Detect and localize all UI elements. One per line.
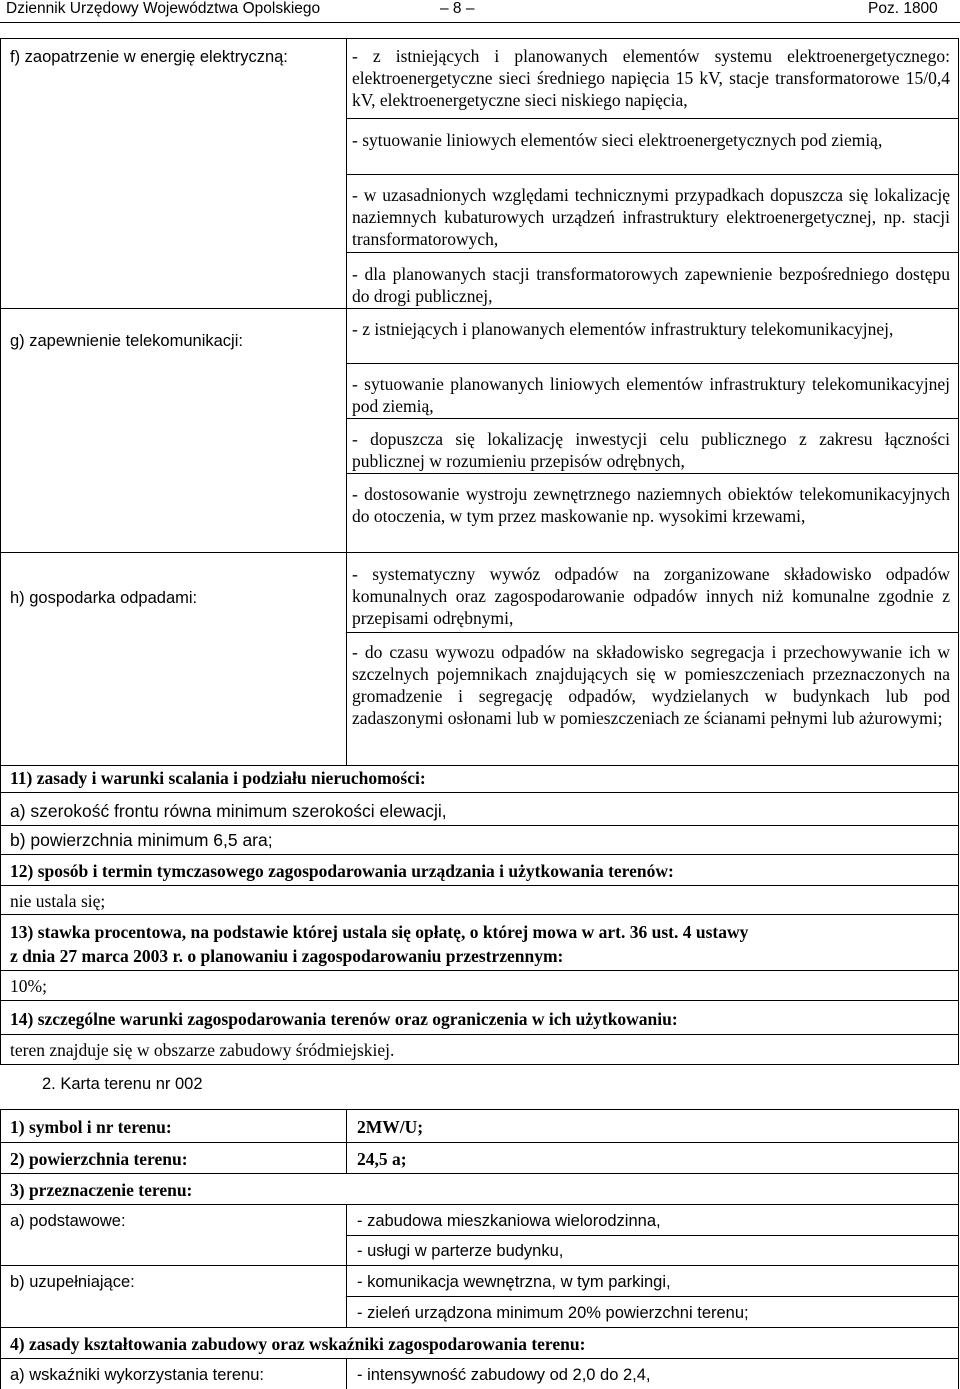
table2-top-border bbox=[0, 1109, 958, 1110]
header-rule bbox=[0, 22, 960, 23]
row-divider bbox=[0, 1173, 958, 1174]
row-divider bbox=[0, 1204, 958, 1205]
karta-title: 2. Karta terenu nr 002 bbox=[42, 1075, 203, 1093]
energy-item-1: - z istniejących i planowanych elementów systemu elektroenergetycznego: elektroenergetyczne sieci średniego napięcia 15 kV, stacje transformatorowe 15/0,4 kV, elektroenergetyczne sieci niskiego napięcia, bbox=[352, 46, 950, 110]
karta-rules-heading: 4) zasady kształtowania zabudowy oraz wskaźniki zagospodarowania terenu: bbox=[10, 1334, 586, 1354]
karta-basic-item-1: - zabudowa mieszkaniowa wielorodzinna, bbox=[357, 1212, 661, 1230]
row-divider bbox=[0, 1265, 958, 1266]
telecom-item-1: - z istniejących i planowanych elementów infrastruktury telekomunikacyjnej, bbox=[352, 319, 894, 339]
row-divider bbox=[0, 308, 958, 309]
telecom-item-4: - dostosowanie wystroju zewnętrznego naziemnych obiektów telekomunikacyjnych do otoczenia, w tym przez maskowanie np. wysokimi krzewami, bbox=[352, 484, 950, 526]
label-waste: h) gospodarka odpadami: bbox=[10, 589, 198, 607]
column-divider bbox=[346, 38, 347, 765]
row-divider bbox=[0, 970, 958, 971]
karta-symbol-label: 1) symbol i nr terenu: bbox=[10, 1117, 172, 1137]
row-divider bbox=[0, 1034, 958, 1035]
row-divider bbox=[347, 252, 958, 253]
telecom-item-3: - dopuszcza się lokalizację inwestycji celu publicznego z zakresu łączności publicznej w rozumieniu przepisów odrębnych, bbox=[352, 429, 950, 471]
column-divider bbox=[346, 1358, 347, 1389]
row-divider bbox=[347, 1296, 958, 1297]
karta-symbol-value: 2MW/U; bbox=[357, 1117, 424, 1137]
karta-indicators-label: a) wskaźniki wykorzystania terenu: bbox=[10, 1366, 265, 1384]
section-12-heading: 12) sposób i termin tymczasowego zagospodarowania urządzania i użytkowania terenów: bbox=[10, 861, 674, 881]
row-divider bbox=[347, 363, 958, 364]
row-divider bbox=[0, 1000, 958, 1001]
page-header bbox=[0, 0, 960, 24]
karta-supplementary-item-1: - komunikacja wewnętrzna, w tym parkingi, bbox=[357, 1273, 671, 1291]
energy-item-2: - sytuowanie liniowych elementów sieci elektroenergetycznych pod ziemią, bbox=[352, 130, 883, 150]
row-divider bbox=[0, 792, 958, 793]
column-divider bbox=[346, 1204, 347, 1327]
row-divider bbox=[0, 854, 958, 855]
karta-area-value: 24,5 a; bbox=[357, 1149, 407, 1169]
section-13-text: 10%; bbox=[10, 976, 47, 996]
telecom-item-2: - sytuowanie planowanych liniowych elementów infrastruktury telekomunikacyjnej pod ziemią, bbox=[352, 374, 950, 416]
karta-supplementary-label: b) uzupełniające: bbox=[10, 1273, 135, 1291]
section-12-text: nie ustala się; bbox=[10, 891, 106, 911]
table-left-border bbox=[0, 38, 1, 1389]
row-divider bbox=[0, 552, 958, 553]
journal-title: Dziennik Urzędowy Województwa Opolskiego bbox=[6, 0, 321, 17]
karta-basic-item-2: - usługi w parterze budynku, bbox=[357, 1242, 564, 1260]
section-14-heading: 14) szczególne warunki zagospodarowania terenów oraz ograniczenia w ich użytkowaniu: bbox=[10, 1009, 678, 1029]
row-divider bbox=[347, 418, 958, 419]
energy-item-4: - dla planowanych stacji transformatorowych zapewnienie bezpośredniego dostępu do drogi publicznej, bbox=[352, 264, 950, 306]
energy-item-3: - w uzasadnionych względami technicznymi przypadkach dopuszcza się lokalizację naziemnych kubaturowych urządzeń infrastruktury elektroenergetycznej, np. stacji transformatorowych, bbox=[352, 185, 950, 249]
row-divider bbox=[0, 885, 958, 886]
karta-purpose-label: 3) przeznaczenie terenu: bbox=[10, 1180, 193, 1200]
karta-area-label: 2) powierzchnia terenu: bbox=[10, 1149, 188, 1169]
label-telecom: g) zapewnienie telekomunikacji: bbox=[10, 332, 243, 350]
waste-item-1: - systematyczny wywóz odpadów na zorganizowane składowisko odpadów komunalnych oraz zagospodarowanie odpadów innych niż komunalne zgodnie z przepisami odrębnymi, bbox=[352, 564, 950, 628]
position-number: Poz. 1800 bbox=[868, 0, 938, 17]
row-divider bbox=[347, 473, 958, 474]
row-divider bbox=[347, 118, 958, 119]
section-11-heading: 11) zasady i warunki scalania i podziału nieruchomości: bbox=[10, 768, 426, 788]
karta-basic-label: a) podstawowe: bbox=[10, 1212, 126, 1230]
section-11-a: a) szerokość frontu równa minimum szerokości elewacji, bbox=[10, 801, 447, 821]
row-divider bbox=[0, 825, 958, 826]
table-top-border bbox=[0, 38, 958, 39]
karta-intensity-value: - intensywność zabudowy od 2,0 do 2,4, bbox=[357, 1366, 651, 1384]
label-energy-supply: f) zaopatrzenie w energię elektryczną: bbox=[10, 48, 288, 66]
row-divider bbox=[0, 765, 958, 766]
row-divider bbox=[347, 1235, 958, 1236]
section-11-b: b) powierzchnia minimum 6,5 ara; bbox=[10, 830, 273, 850]
section-13-heading-line2: z dnia 27 marca 2003 r. o planowaniu i zagospodarowaniu przestrzennym: bbox=[10, 946, 564, 966]
row-divider bbox=[0, 914, 958, 915]
row-divider bbox=[347, 632, 958, 633]
row-divider bbox=[347, 174, 958, 175]
table-right-border bbox=[958, 38, 959, 1389]
section-14-text: teren znajduje się w obszarze zabudowy śródmiejskiej. bbox=[10, 1040, 395, 1060]
karta-supplementary-item-2: - zieleń urządzona minimum 20% powierzchni terenu; bbox=[357, 1304, 749, 1322]
waste-item-2: - do czasu wywozu odpadów na składowisko segregacja i przechowywanie ich w szczelnych pojemnikach znajdujących się w pomieszczeniach przeznaczonych na gromadzenie i segregację odpadów, wydzielanych w budynkach lub pod zadaszonymi osłonami lub w pomieszczeniach ze ścianami pełnymi lub ażurowymi; bbox=[352, 642, 950, 728]
row-divider bbox=[0, 1327, 958, 1328]
row-divider bbox=[0, 1358, 958, 1359]
column-divider bbox=[346, 1109, 347, 1173]
row-divider bbox=[0, 1142, 958, 1143]
page-number: – 8 – bbox=[440, 0, 475, 17]
section-13-heading-line1: 13) stawka procentowa, na podstawie której ustala się opłatę, o której mowa w art. 36 ust. 4 ustawy bbox=[10, 922, 749, 942]
